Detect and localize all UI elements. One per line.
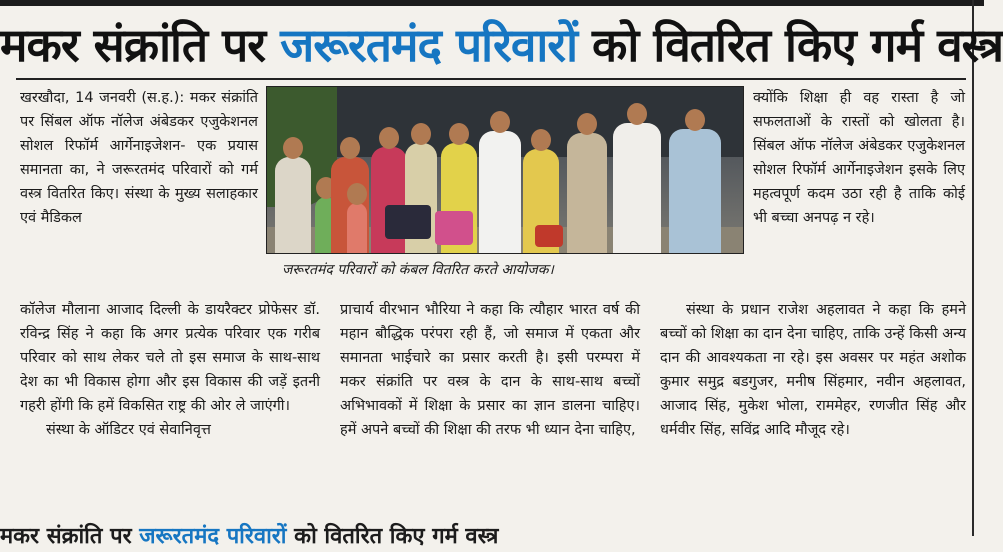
article-column-2 — [340, 298, 640, 442]
article-paragraph: कॉलेज मौलाना आजाद दिल्ली के डायरैक्टर प्रोफेसर डॉ. रविन्द्र सिंह ने कहा कि अगर प्रत्येक परिवार एक गरीब परिवार को साथ लेकर चले तो इस समाज के साथ-साथ देश का भी विकास होगा और इस विकास की जड़ें इतनी गहरी होंगी कि हमें विकसित राष्ट्र की ओर ले जाएंगी। — [20, 302, 320, 414]
blanket-bundle — [385, 205, 431, 239]
article-column-1 — [20, 86, 258, 230]
article-column-1-continued — [20, 298, 320, 442]
blanket-bundle — [535, 225, 563, 247]
headline — [0, 14, 1003, 76]
photo-child — [347, 203, 367, 253]
column-rule — [972, 0, 974, 536]
photo-child — [567, 133, 607, 253]
article-paragraph: संस्था के प्रधान राजेश अहलावत ने कहा कि हमने बच्चों को शिक्षा का दान देना चाहिए, ताकि उन्हें किसी अन्य दान की आवश्यकता ना रहे। इस अवसर पर महंत अशोक कुमार समुद्र बडगुजर, मनीष सिंहमार, नवीन अहलावत, आजाद सिंह, मुकेश भोला, राममेहर, रणजीत सिंह और धर्मवीर सिंह, सविंद्र आदि मौजूद रहे। — [660, 302, 966, 438]
blanket-bundle — [435, 211, 473, 245]
photo-caption: जरूरतमंद परिवारों को कंबल वितरित करते आयोजक। — [282, 262, 554, 278]
photo-person — [275, 157, 311, 253]
news-photo — [266, 86, 744, 254]
photo-youth — [669, 129, 721, 253]
bottom-headline-part-1: मकर संक्रांति पर — [0, 524, 140, 549]
headline-rule — [16, 78, 966, 80]
top-edge-strip — [0, 0, 984, 6]
article-column-3-top — [753, 86, 965, 230]
headline-part-1: मकर संक्रांति पर — [0, 18, 281, 72]
article-paragraph: क्योंकि शिक्षा ही वह रास्ता है जो सफलताओं के रास्तों को खोलता है। सिंबल ऑफ नॉलेज अंबेडकर एजुकेशनल सोशल रिफॉर्म आर्गेनाइजेशन इसके लिए महत्वपूर्ण कदम उठा रही है ताकि कोई भी बच्चा अनपढ़ न रहे। — [753, 90, 965, 226]
photo-youth — [613, 123, 661, 253]
headline-part-2: जरूरतमंद परिवारों — [280, 18, 578, 72]
next-article-headline-clipped — [0, 522, 972, 549]
article-paragraph: खरखौदा, 14 जनवरी (स.ह.): मकर संक्रांति पर सिंबल ऑफ नॉलेज अंबेडकर एजुकेशनल सोशल रिफॉर्म आर्गेनाइजेशन- एक प्रयास समानता का, ने जरूरतमंद परिवारों को गर्म वस्त्र वितरित किए। संस्था के मुख्य सलाहकार एवं मैडिकल — [20, 90, 258, 226]
headline-part-3: को वितरित किए गर्म वस्त्र — [577, 18, 1003, 72]
bottom-headline-part-2: जरूरतमंद परिवारों — [139, 524, 287, 549]
article-column-3-bottom — [660, 298, 966, 442]
article-paragraph: प्राचार्य वीरभान भौरिया ने कहा कि त्यौहार भारत वर्ष की महान बौद्धिक परंपरा रही हैं, जो समाज में एकता और समानता भाईचारे का प्रसार करती है। इसी परम्परा में मकर संक्रांति पर वस्त्र के दान के साथ-साथ बच्चों अभिभावकों में शिक्षा के प्रसार का ज्ञान डालना चाहिए। हमें अपने बच्चों की शिक्षा की तरफ भी ध्यान देना चाहिए, — [340, 302, 640, 438]
photo-person — [479, 131, 521, 253]
bottom-headline-part-3: को वितरित किए गर्म वस्त्र — [286, 524, 499, 549]
article-paragraph: संस्था के ऑडिटर एवं सेवानिवृत्त — [46, 422, 211, 438]
